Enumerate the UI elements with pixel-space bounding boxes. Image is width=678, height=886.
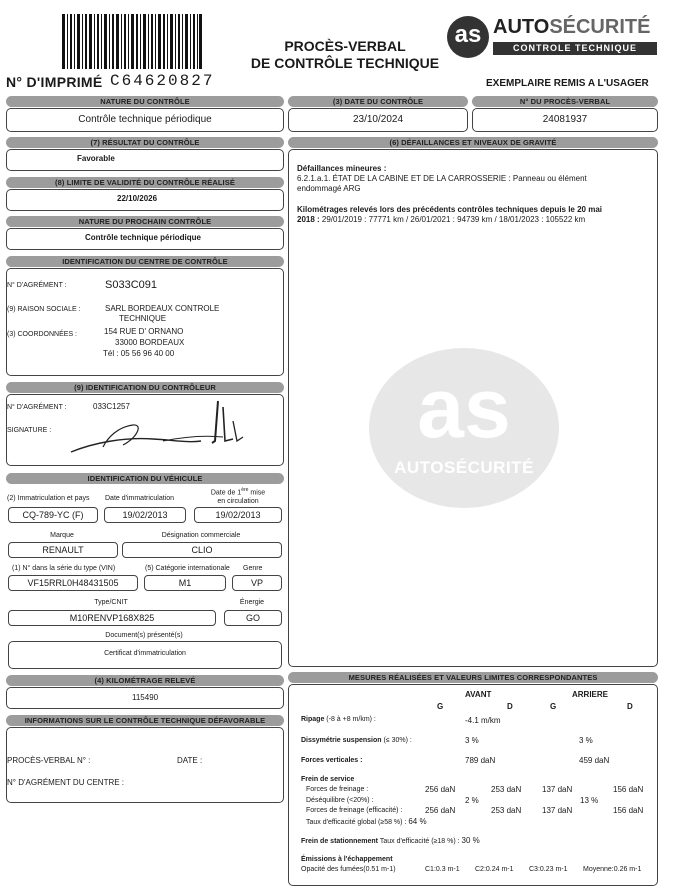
vin-field: VF15RRL0H48431505 bbox=[8, 575, 138, 591]
stationnement-row bbox=[301, 836, 480, 845]
resultat-box bbox=[6, 149, 284, 171]
prochain-header: NATURE DU PROCHAIN CONTRÔLE bbox=[6, 216, 284, 227]
mineure-line2: endommagé ARG bbox=[297, 184, 361, 193]
defaillances-box bbox=[288, 149, 658, 667]
centre-raison-line1: SARL BORDEAUX CONTROLE bbox=[105, 304, 220, 313]
documents-value: Certificat d'immatriculation bbox=[104, 650, 186, 657]
centre-agrement-value: S033C091 bbox=[105, 279, 157, 291]
dissymetrie-limit: (≤ 30%) : bbox=[381, 737, 412, 744]
info-agrement-label: N° D'AGRÉMENT DU CENTRE : bbox=[7, 778, 125, 787]
centre-tel: Tél : 05 56 96 40 00 bbox=[103, 349, 175, 358]
km-title-year: 2018 : bbox=[297, 215, 320, 224]
deseq-arriere: 13 % bbox=[580, 796, 599, 805]
controleur-agrement-label: N° D'AGRÉMENT : bbox=[7, 404, 67, 411]
forces-vert-label: Forces verticales : bbox=[301, 757, 363, 764]
brand-logo bbox=[447, 16, 659, 58]
kilometrage-value: 115490 bbox=[132, 693, 159, 702]
ripage-value: -4.1 m/km bbox=[465, 716, 501, 725]
mineure-line1: 6.2.1.a.1. ÉTAT DE LA CABINE ET DE LA CARROSSERIE : Panneau ou élément bbox=[297, 174, 587, 183]
centre-raison-label: (9) RAISON SOCIALE : bbox=[7, 306, 81, 313]
emissions-title: Émissions à l'échappement bbox=[301, 856, 393, 863]
informations-box bbox=[6, 727, 284, 803]
imprime-number: C64620827 bbox=[110, 72, 215, 90]
date-1ere-label-a: Date de 1 bbox=[210, 489, 242, 497]
brand-name-auto: AUTO bbox=[493, 16, 550, 38]
brand-name-securite: SÉCURITÉ bbox=[549, 16, 651, 38]
info-pv-label: PROCÈS-VERBAL N° : bbox=[7, 756, 91, 765]
immat-field: CQ-789-YC (F) bbox=[8, 507, 98, 523]
dissymetrie-row bbox=[301, 737, 412, 744]
genre-label: Genre bbox=[243, 565, 263, 572]
documents-box bbox=[8, 641, 282, 669]
barcode bbox=[62, 14, 202, 69]
centre-agrement-label: N° D'AGRÉMENT : bbox=[7, 282, 67, 289]
centre-addr1: 154 RUE D' ORNANO bbox=[104, 327, 184, 336]
arriere-d-label: D bbox=[627, 702, 633, 711]
brand-subtitle: CONTROLE TECHNIQUE bbox=[493, 42, 657, 55]
designation-label: Désignation commerciale bbox=[161, 532, 241, 539]
km-title-line1: Kilométrages relevés lors des précédents contrôles techniques depuis le 20 mai bbox=[297, 205, 603, 214]
mesures-box bbox=[288, 684, 658, 886]
date-1ere-label-b: mise bbox=[248, 489, 266, 497]
km-history-values: 29/01/2019 : 77771 km / 26/01/2021 : 94739 km / 18/01/2023 : 105522 km bbox=[319, 215, 586, 224]
forces-vert-avant: 789 daN bbox=[465, 756, 496, 765]
ffe-ard: 156 daN bbox=[613, 806, 644, 815]
forces-vert-arriere: 459 daN bbox=[579, 756, 610, 765]
arriere-label: ARRIERE bbox=[572, 690, 609, 699]
ripage-row bbox=[301, 716, 376, 723]
frein-service-title: Frein de service bbox=[301, 776, 355, 783]
deseq-avant: 2 % bbox=[465, 796, 479, 805]
ff-avd: 253 daN bbox=[491, 785, 522, 794]
prochain-box bbox=[6, 228, 284, 250]
energie-label: Énergie bbox=[239, 599, 265, 606]
forces-freinage-label: Forces de freinage : bbox=[306, 786, 369, 793]
centre-box bbox=[6, 268, 284, 376]
watermark-name: AUTOSÉCURITÉ bbox=[394, 458, 534, 477]
genre-field: VP bbox=[232, 575, 282, 591]
opacite-c1: C1:0.3 m-1 bbox=[425, 866, 460, 873]
resultat-header: (7) RÉSULTAT DU CONTRÔLE bbox=[6, 137, 284, 148]
documents-label: Document(s) présenté(s) bbox=[105, 632, 183, 639]
dissymetrie-label: Dissymétrie suspension bbox=[301, 737, 382, 744]
defaillances-header: (6) DÉFAILLANCES ET NIVEAUX DE GRAVITÉ bbox=[288, 137, 658, 148]
taux-value: 64 % bbox=[408, 817, 427, 826]
date-immat-label: Date d'immatriculation bbox=[105, 495, 175, 502]
brand-badge: as bbox=[447, 16, 489, 58]
pv-value: 24081937 bbox=[542, 114, 588, 125]
categorie-label: (5) Catégorie internationale bbox=[145, 565, 230, 572]
opacite-c2: C2:0.24 m-1 bbox=[475, 866, 514, 873]
avant-d-label: D bbox=[507, 702, 513, 711]
title-line-1: PROCÈS-VERBAL bbox=[284, 38, 406, 54]
controleur-agrement-value: 033C1257 bbox=[93, 402, 130, 411]
info-date-label: DATE : bbox=[177, 756, 203, 765]
informations-header: INFORMATIONS SUR LE CONTRÔLE TECHNIQUE DÉFAVORABLE bbox=[6, 715, 284, 726]
ripage-label: Ripage bbox=[301, 716, 325, 723]
dissymetrie-avant: 3 % bbox=[465, 736, 479, 745]
centre-coord-label: (3) COORDONNÉES : bbox=[7, 331, 78, 338]
taux-row bbox=[306, 817, 427, 826]
opacite-c3: C3:0.23 m-1 bbox=[529, 866, 568, 873]
controleur-box bbox=[6, 394, 284, 466]
marque-field: RENAULT bbox=[8, 542, 118, 558]
mineures-title: Défaillances mineures : bbox=[297, 164, 387, 173]
prochain-value: Contrôle technique périodique bbox=[85, 233, 202, 242]
avant-label: AVANT bbox=[465, 690, 492, 699]
limite-box bbox=[6, 189, 284, 211]
date-1ere-label bbox=[196, 486, 280, 506]
energie-field: GO bbox=[224, 610, 282, 626]
stationnement-label: Frein de stationnement bbox=[301, 838, 379, 845]
ffe-avg: 256 daN bbox=[425, 806, 456, 815]
watermark-badge: as bbox=[417, 361, 511, 455]
title-line-2: DE CONTRÔLE TECHNIQUE bbox=[250, 55, 440, 71]
stationnement-sub: Taux d'efficacité (≥18 %) : bbox=[378, 838, 460, 845]
opacite-label: Opacité des fumées(0.51 m-1) bbox=[301, 866, 396, 873]
ff-avg: 256 daN bbox=[425, 785, 456, 794]
pv-header: N° DU PROCÈS-VERBAL bbox=[472, 96, 658, 107]
kilometrage-box bbox=[6, 687, 284, 709]
resultat-value: Favorable bbox=[77, 154, 115, 163]
imprime-label: N° D'IMPRIMÉ bbox=[6, 74, 103, 90]
type-label: Type/CNIT bbox=[94, 599, 128, 606]
taux-label: Taux d'efficacité global (≥58 %) : bbox=[306, 819, 407, 826]
controleur-header: (9) IDENTIFICATION DU CONTRÔLEUR bbox=[6, 382, 284, 393]
limite-value: 22/10/2026 bbox=[117, 194, 158, 203]
avant-g-label: G bbox=[437, 702, 444, 711]
ffe-avd: 253 daN bbox=[491, 806, 522, 815]
dissymetrie-arriere: 3 % bbox=[579, 736, 593, 745]
signature-image bbox=[63, 397, 253, 459]
date-header: (3) DATE DU CONTRÔLE bbox=[288, 96, 468, 107]
immat-label: (2) Immatriculation et pays bbox=[7, 495, 90, 502]
nature-value: Contrôle technique périodique bbox=[78, 114, 212, 125]
mesures-header: MESURES RÉALISÉES ET VALEURS LIMITES CORRESPONDANTES bbox=[288, 672, 658, 683]
date-immat-field: 19/02/2013 bbox=[104, 507, 186, 523]
type-field: M10RENVP168X825 bbox=[8, 610, 216, 626]
pv-box bbox=[472, 108, 658, 132]
centre-header: IDENTIFICATION DU CENTRE DE CONTRÔLE bbox=[6, 256, 284, 267]
document-title bbox=[236, 38, 454, 72]
date-1ere-label-c: en circulation bbox=[217, 498, 259, 506]
signature-label: SIGNATURE : bbox=[7, 427, 52, 434]
date-value: 23/10/2024 bbox=[352, 114, 404, 125]
deseq-label: Déséquilibre (<20%) : bbox=[306, 797, 374, 804]
opacite-moyenne: Moyenne:0.26 m-1 bbox=[583, 866, 642, 873]
ff-arg: 137 daN bbox=[542, 785, 573, 794]
exemplaire-label: EXEMPLAIRE REMIS A L'USAGER bbox=[486, 78, 649, 89]
date-1ere-sup: ère bbox=[241, 487, 249, 493]
km-history bbox=[297, 215, 585, 224]
date-box bbox=[288, 108, 468, 132]
categorie-field: M1 bbox=[144, 575, 226, 591]
designation-field: CLIO bbox=[122, 542, 282, 558]
vehicule-header: IDENTIFICATION DU VÉHICULE bbox=[6, 473, 284, 484]
date-1ere-field: 19/02/2013 bbox=[194, 507, 282, 523]
vin-label: (1) N° dans la série du type (VIN) bbox=[12, 565, 116, 572]
brand-name bbox=[493, 16, 650, 38]
watermark-logo bbox=[369, 348, 569, 518]
ripage-limit: (-8 à +8 m/km) : bbox=[324, 716, 376, 723]
stationnement-value: 30 % bbox=[461, 836, 480, 845]
kilometrage-header: (4) KILOMÉTRAGE RELEVÉ bbox=[6, 675, 284, 686]
ffe-label: Forces de freinage (efficacité) : bbox=[306, 807, 403, 814]
limite-header: (8) LIMITE DE VALIDITÉ DU CONTRÔLE RÉALISÉ bbox=[6, 177, 284, 188]
nature-box bbox=[6, 108, 284, 132]
arriere-g-label: G bbox=[550, 702, 557, 711]
centre-raison-line2: TECHNIQUE bbox=[119, 314, 167, 323]
ffe-arg: 137 daN bbox=[542, 806, 573, 815]
ff-ard: 156 daN bbox=[613, 785, 644, 794]
centre-addr2: 33000 BORDEAUX bbox=[115, 338, 185, 347]
marque-label: Marque bbox=[50, 532, 74, 539]
nature-header: NATURE DU CONTRÔLE bbox=[6, 96, 284, 107]
